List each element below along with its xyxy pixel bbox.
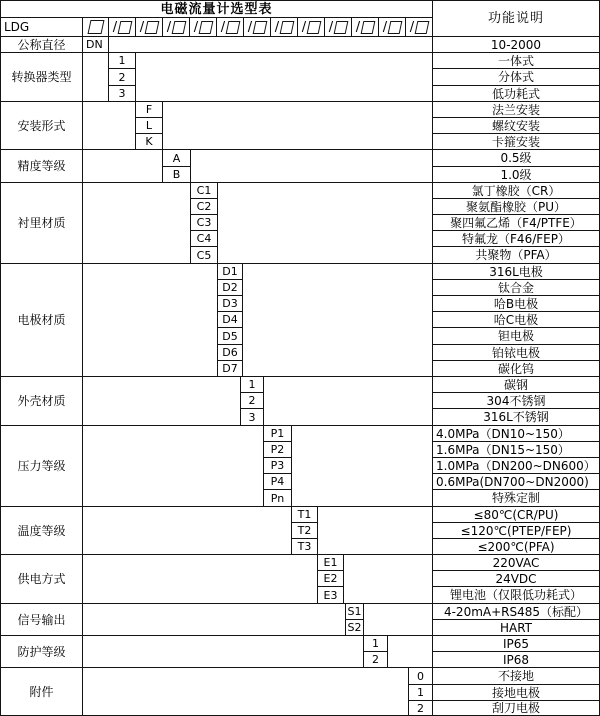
slot-slash: / (247, 19, 253, 35)
code-box-icon (172, 21, 187, 34)
code-box-icon (226, 21, 241, 34)
description-cell: 螺纹安装 (432, 117, 600, 134)
description-cell: ≤80℃(CR/PU) (432, 506, 600, 523)
code-cell: E1 (317, 554, 344, 571)
code-cell: T3 (291, 538, 318, 555)
spacer-cell (82, 182, 191, 264)
slot-slash: / (274, 19, 280, 35)
code-cell: 0 (408, 667, 433, 685)
code-cell: D2 (217, 279, 243, 296)
description-cell: 铂铱电极 (432, 344, 600, 361)
section-label: 供电方式 (0, 554, 83, 604)
spacer-cell (108, 36, 433, 53)
description-cell: 锂电池（仅限低功耗式） (432, 586, 600, 604)
code-cell: 2 (363, 651, 388, 668)
section-label: 衬里材质 (0, 182, 83, 264)
model-code-slot-cell (270, 17, 298, 37)
code-box-icon (334, 21, 349, 34)
code-cell: 1 (108, 52, 136, 69)
model-code-slot-cell (189, 17, 217, 37)
code-cell: D5 (217, 327, 243, 345)
spacer-cell (190, 149, 433, 183)
description-cell: 哈B电极 (432, 295, 600, 312)
spacer-cell (82, 554, 318, 604)
spacer-cell (363, 603, 433, 636)
code-cell: C1 (190, 182, 218, 199)
spacer-cell (82, 149, 163, 183)
function-column-header: 功能说明 (432, 0, 600, 37)
code-cell: S1 (345, 603, 364, 620)
description-cell: 聚四氟乙烯（F4/PTFE） (432, 214, 600, 231)
slot-slash: / (166, 19, 172, 35)
code-cell: S2 (345, 619, 364, 636)
section-label: 电极材质 (0, 263, 83, 377)
description-cell: 0.6MPa(DN700~DN2000) (432, 473, 600, 490)
code-cell: 3 (240, 408, 264, 426)
code-cell: D4 (217, 311, 243, 328)
description-cell: 特氟龙（F46/FEP） (432, 230, 600, 247)
slot-slash: / (355, 19, 361, 35)
spacer-cell (162, 101, 433, 150)
code-cell: P1 (263, 425, 292, 442)
description-cell: 316L电极 (432, 263, 600, 280)
spacer-cell (82, 667, 409, 716)
slot-slash: / (301, 19, 307, 35)
description-cell: 1.0级 (432, 166, 600, 183)
spacer-cell (82, 506, 292, 555)
spacer-cell (135, 52, 433, 102)
description-cell: 低功耗式 (432, 85, 600, 102)
model-code-slot-cell (297, 17, 325, 37)
code-cell: D6 (217, 344, 243, 361)
section-label: 防护等级 (0, 635, 83, 668)
code-box-icon (145, 21, 160, 34)
description-cell: 钽电极 (432, 327, 600, 345)
description-cell: HART (432, 619, 600, 636)
description-cell: 共聚物（PFA） (432, 246, 600, 264)
code-cell: C5 (190, 246, 218, 264)
description-cell: 分体式 (432, 68, 600, 86)
spacer-cell (263, 376, 433, 426)
code-cell: T2 (291, 522, 318, 539)
description-cell: ≤200℃(PFA) (432, 538, 600, 555)
model-code-slot-cell (405, 17, 433, 37)
code-cell: P4 (263, 473, 292, 490)
code-cell: A (162, 149, 191, 167)
spacer-cell (387, 635, 433, 668)
code-cell: 2 (108, 68, 136, 86)
model-code-box-cell (82, 17, 109, 37)
code-cell: C2 (190, 198, 218, 215)
description-cell: 聚氨酯橡胶（PU） (432, 198, 600, 215)
slot-slash: / (220, 19, 226, 35)
model-code-slot-cell (108, 17, 136, 37)
description-cell: 法兰安装 (432, 101, 600, 118)
section-label: 外壳材质 (0, 376, 83, 426)
code-box-icon (118, 21, 133, 34)
code-cell: E2 (317, 570, 344, 587)
description-cell: 接地电极 (432, 684, 600, 701)
spacer-cell (217, 182, 433, 264)
code-cell: K (135, 133, 163, 150)
code-cell: Pn (263, 489, 292, 507)
section-label: 安装形式 (0, 101, 83, 150)
description-cell: 碳钢 (432, 376, 600, 393)
section-label: 公称直径 (0, 36, 83, 53)
description-cell: 0.5级 (432, 149, 600, 167)
spacer-cell (317, 506, 433, 555)
description-cell: 氯丁橡胶（CR） (432, 182, 600, 199)
code-cell: D7 (217, 360, 243, 377)
description-cell: IP65 (432, 635, 600, 652)
description-cell: 碳化钨 (432, 360, 600, 377)
description-cell: 24VDC (432, 570, 600, 587)
description-cell: IP68 (432, 651, 600, 668)
code-cell: P2 (263, 441, 292, 458)
code-cell: DN (82, 36, 109, 53)
code-box-icon (253, 21, 268, 34)
description-cell: 304不锈钢 (432, 392, 600, 409)
model-code-slot-cell (378, 17, 406, 37)
code-cell: 2 (240, 392, 264, 409)
code-cell: 1 (240, 376, 264, 393)
slot-slash: / (193, 19, 199, 35)
section-label: 附件 (0, 667, 83, 716)
description-cell: 4-20mA+RS485（标配） (432, 603, 600, 620)
model-code-slot-cell (351, 17, 379, 37)
code-cell: 1 (363, 635, 388, 652)
code-cell: 2 (408, 700, 433, 716)
code-cell: D1 (217, 263, 243, 280)
spacer-cell (82, 635, 364, 668)
code-cell: T1 (291, 506, 318, 523)
spacer-cell (82, 603, 346, 636)
description-cell: ≤120℃(PTEP/FEP) (432, 522, 600, 539)
slot-slash: / (409, 19, 415, 35)
code-box-icon (280, 21, 295, 34)
description-cell: 哈C电极 (432, 311, 600, 328)
code-cell: L (135, 117, 163, 134)
section-label: 精度等级 (0, 149, 83, 183)
model-prefix-cell: LDG (0, 17, 83, 37)
slot-slash: / (328, 19, 334, 35)
code-cell: B (162, 166, 191, 183)
model-code-slot-cell (243, 17, 271, 37)
spacer-cell (242, 263, 433, 377)
description-cell: 不接地 (432, 667, 600, 685)
code-box-icon (388, 21, 403, 34)
spacer-cell (82, 101, 136, 150)
code-cell: C4 (190, 230, 218, 247)
description-cell: 一体式 (432, 52, 600, 69)
spacer-cell (291, 425, 433, 507)
description-cell: 特殊定制 (432, 489, 600, 507)
section-label: 转换器类型 (0, 52, 83, 102)
spacer-cell (82, 263, 218, 377)
model-code-slot-cell (135, 17, 163, 37)
spacer-cell (343, 554, 433, 604)
code-cell: P3 (263, 457, 292, 474)
table-title: 电磁流量计选型表 (0, 0, 433, 18)
model-code-slot-cell (216, 17, 244, 37)
description-cell: 220VAC (432, 554, 600, 571)
code-cell: 1 (408, 684, 433, 701)
spacer-cell (82, 425, 264, 507)
code-box-icon (415, 21, 430, 34)
description-cell: 刮刀电极 (432, 700, 600, 716)
code-cell: D3 (217, 295, 243, 312)
spacer-cell (82, 376, 241, 426)
code-box-icon (361, 21, 376, 34)
description-cell: 316L不锈钢 (432, 408, 600, 426)
description-cell: 4.0MPa（DN10~150） (432, 425, 600, 442)
spacer-cell (82, 52, 109, 102)
code-box-icon (87, 20, 104, 34)
description-cell: 1.0MPa（DN200~DN600） (432, 457, 600, 474)
code-cell: C3 (190, 214, 218, 231)
model-code-slot-cell (324, 17, 352, 37)
slot-slash: / (112, 19, 118, 35)
code-cell: 3 (108, 85, 136, 102)
description-cell: 10-2000 (432, 36, 600, 53)
description-cell: 钛合金 (432, 279, 600, 296)
code-cell: E3 (317, 586, 344, 604)
code-box-icon (199, 21, 214, 34)
code-cell: F (135, 101, 163, 118)
section-label: 压力等级 (0, 425, 83, 507)
description-cell: 卡箍安装 (432, 133, 600, 150)
model-code-slot-cell (162, 17, 190, 37)
section-label: 温度等级 (0, 506, 83, 555)
description-cell: 1.6MPa（DN15~150） (432, 441, 600, 458)
code-box-icon (307, 21, 322, 34)
slot-slash: / (382, 19, 388, 35)
section-label: 信号输出 (0, 603, 83, 636)
slot-slash: / (139, 19, 145, 35)
